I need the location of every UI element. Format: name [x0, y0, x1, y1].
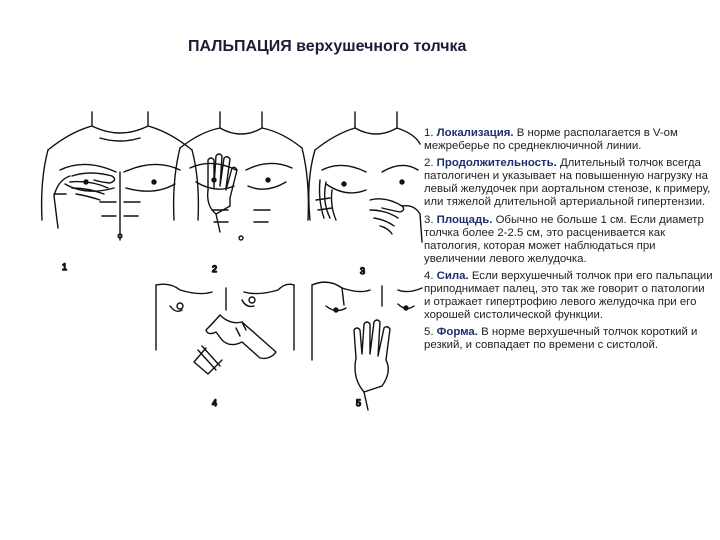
criterion-term: Сила. — [436, 269, 469, 282]
criterion-text: Длительный толчок всегда патологичен и указывает на повышенную нагрузку на левый желудочек при аортальном стенозе, к примеру, или тяжелой длительной артериальной гипертензии. — [424, 157, 711, 209]
criterion-number: 2. — [424, 157, 434, 170]
figure-2-torso — [174, 112, 309, 240]
criterion-number: 1. — [424, 127, 434, 139]
criterion-term: Продолжительность. — [436, 157, 557, 170]
criterion-number: 3. — [424, 213, 434, 226]
criterion-number: 5. — [424, 326, 434, 339]
figure-4-torso — [156, 284, 294, 374]
palpation-illustrations — [30, 110, 425, 430]
figure-label-3: 3 — [360, 266, 366, 276]
criterion-term: Площадь. — [436, 213, 493, 226]
figure-3-torso — [309, 112, 422, 242]
criterion-strength — [424, 270, 714, 322]
criterion-text: Если верхушечный толчок при его пальпации приподнимает палец, это так же говорит о патологии и отражает гипертрофию левого желудочка при его хорошей систолической функции. — [424, 269, 713, 322]
criterion-text: В норме верхушечный толчок короткий и резкий, и совпадает по времени с систолой. — [424, 326, 698, 352]
criterion-area — [424, 214, 714, 266]
figure-label-1: 1 — [62, 262, 68, 272]
palpation-criteria-list — [424, 127, 714, 357]
figure-label-2: 2 — [212, 264, 218, 274]
criterion-text: В норме располагается в V-ом межреберье по среднеключичной линии. — [424, 127, 678, 153]
criterion-shape — [424, 326, 714, 352]
criterion-localization — [424, 127, 714, 153]
criterion-number: 4. — [424, 269, 434, 282]
criterion-text: Обычно не больше 1 см. Если диаметр толчка более 2-2.5 см, это расценивается как патология, которая может наблюдаться при увеличении левого желудочка. — [424, 213, 704, 265]
criterion-term: Локализация. — [436, 127, 514, 139]
criterion-duration — [424, 157, 714, 209]
figure-label-4: 4 — [212, 398, 218, 408]
criterion-term: Форма. — [436, 326, 478, 339]
figure-label-5: 5 — [356, 398, 362, 408]
slide-title: ПАЛЬПАЦИЯ верхушечного толчка — [188, 38, 467, 55]
figure-5-torso — [312, 282, 422, 410]
